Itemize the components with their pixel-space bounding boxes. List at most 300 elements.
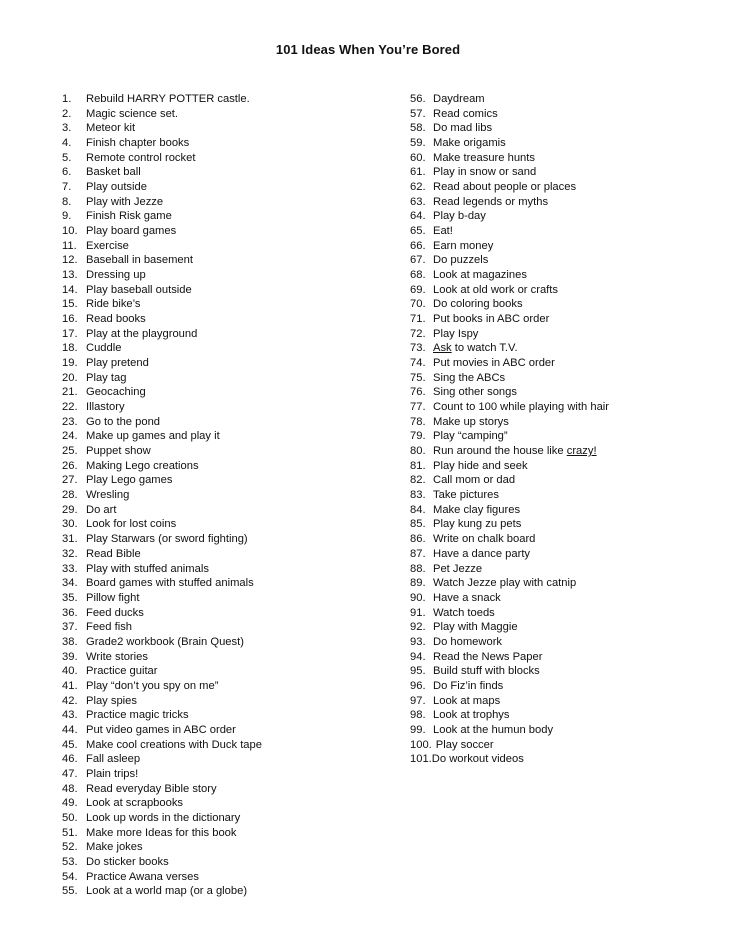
item-number: 29. bbox=[62, 503, 78, 516]
list-item bbox=[410, 385, 710, 400]
item-text: Put movies in ABC order bbox=[433, 357, 555, 370]
ideas-list-right-column bbox=[410, 92, 710, 767]
item-text: Look at scrapbooks bbox=[86, 797, 184, 810]
list-item bbox=[62, 224, 362, 239]
list-item bbox=[410, 576, 710, 591]
item-text: Plain trips! bbox=[86, 767, 139, 780]
item-number: 35. bbox=[62, 591, 78, 604]
list-item bbox=[410, 473, 710, 488]
item-number: 97. bbox=[410, 694, 426, 707]
item-text: Play spies bbox=[86, 694, 137, 707]
item-text: Look at old work or crafts bbox=[433, 283, 558, 296]
item-text: Make up storys bbox=[433, 415, 509, 428]
item-number: 48. bbox=[62, 782, 78, 795]
list-item bbox=[62, 180, 362, 195]
item-text: Wresling bbox=[86, 489, 130, 502]
item-number: 69. bbox=[410, 283, 426, 296]
list-item bbox=[410, 121, 710, 136]
item-text: Practice magic tricks bbox=[86, 709, 189, 722]
item-number: 87. bbox=[410, 547, 426, 560]
list-item bbox=[410, 239, 710, 254]
list-item bbox=[410, 444, 710, 459]
list-item bbox=[62, 371, 362, 386]
list-item bbox=[410, 532, 710, 547]
item-number: 85. bbox=[410, 518, 426, 531]
item-number: 50. bbox=[62, 811, 78, 824]
item-number: 66. bbox=[410, 239, 426, 252]
item-text: Play “don’t you spy on me” bbox=[86, 679, 219, 692]
list-item bbox=[62, 796, 362, 811]
item-number: 95. bbox=[410, 665, 426, 678]
list-item bbox=[62, 297, 362, 312]
item-number: 75. bbox=[410, 371, 426, 384]
list-item bbox=[62, 635, 362, 650]
item-text: Rebuild HARRY POTTER castle. bbox=[86, 93, 250, 105]
item-number: 8. bbox=[62, 195, 72, 208]
item-text-underlined: crazy! bbox=[566, 445, 597, 458]
list-item bbox=[410, 620, 710, 635]
item-number: 57. bbox=[410, 107, 426, 120]
item-number: 61. bbox=[410, 166, 426, 179]
list-item bbox=[62, 620, 362, 635]
list-item bbox=[410, 664, 710, 679]
item-number: 68. bbox=[410, 269, 426, 282]
item-number: 71. bbox=[410, 313, 426, 326]
item-number: 79. bbox=[410, 430, 426, 443]
list-item bbox=[410, 752, 710, 767]
list-item bbox=[62, 473, 362, 488]
item-text: Play b-day bbox=[433, 210, 486, 223]
list-item bbox=[410, 209, 710, 224]
list-item bbox=[62, 870, 362, 885]
list-item bbox=[62, 855, 362, 870]
item-number: 62. bbox=[410, 181, 426, 194]
list-item bbox=[62, 312, 362, 327]
item-text: Pillow fight bbox=[86, 591, 140, 604]
list-item bbox=[62, 576, 362, 591]
list-item bbox=[62, 488, 362, 503]
item-number: 3. bbox=[62, 122, 72, 135]
list-item bbox=[410, 635, 710, 650]
item-number: 99. bbox=[410, 723, 426, 736]
item-text: Do Fiz’in finds bbox=[433, 679, 504, 692]
item-text: Baseball in basement bbox=[86, 254, 193, 267]
item-text: Play Ispy bbox=[433, 327, 479, 340]
item-number: 16. bbox=[62, 313, 78, 326]
item-number: 26. bbox=[62, 459, 78, 472]
list-item bbox=[62, 341, 362, 356]
item-number: 41. bbox=[62, 679, 78, 692]
list-item bbox=[410, 312, 710, 327]
item-number: 60. bbox=[410, 151, 426, 164]
list-item bbox=[62, 107, 362, 122]
list-item bbox=[62, 606, 362, 621]
list-item bbox=[410, 224, 710, 239]
item-number: 11. bbox=[62, 239, 77, 252]
item-text: Illastory bbox=[86, 401, 125, 414]
item-number: 4. bbox=[62, 137, 72, 150]
item-number: 84. bbox=[410, 503, 426, 516]
list-item bbox=[410, 371, 710, 386]
item-text: Play kung zu pets bbox=[433, 518, 522, 531]
list-item bbox=[62, 283, 362, 298]
item-text: Play pretend bbox=[86, 357, 149, 370]
list-item bbox=[410, 694, 710, 709]
item-number: 89. bbox=[410, 577, 426, 590]
item-text: Earn money bbox=[433, 239, 494, 252]
item-text: Play with Jezze bbox=[86, 195, 164, 208]
list-item bbox=[410, 165, 710, 180]
item-number: 21. bbox=[62, 386, 78, 399]
item-number: 58. bbox=[410, 122, 426, 135]
list-item bbox=[62, 826, 362, 841]
list-item bbox=[62, 415, 362, 430]
item-number: 32. bbox=[62, 547, 78, 560]
item-text: Count to 100 while playing with hair bbox=[433, 401, 609, 414]
list-item bbox=[410, 606, 710, 621]
list-item bbox=[410, 517, 710, 532]
item-number: 38. bbox=[62, 635, 78, 648]
list-item bbox=[410, 503, 710, 518]
page-title: 101 Ideas When You’re Bored bbox=[275, 42, 461, 57]
item-number: 15. bbox=[62, 298, 78, 311]
item-number: 81. bbox=[410, 459, 426, 472]
item-text: Watch toeds bbox=[433, 606, 495, 619]
item-number: 13. bbox=[62, 269, 78, 282]
item-number: 54. bbox=[62, 870, 78, 883]
item-text: Play board games bbox=[86, 225, 177, 238]
item-number: 92. bbox=[410, 621, 426, 634]
list-item bbox=[62, 884, 362, 899]
item-number: 63. bbox=[410, 195, 426, 208]
item-text: Look at magazines bbox=[433, 269, 527, 282]
item-text: Do homework bbox=[433, 635, 503, 648]
item-number: 34. bbox=[62, 577, 78, 590]
item-text: Grade2 workbook (Brain Quest) bbox=[86, 635, 244, 648]
item-text: Play outside bbox=[86, 181, 147, 194]
item-number: 101. bbox=[410, 753, 432, 766]
list-item bbox=[62, 459, 362, 474]
list-item bbox=[62, 723, 362, 738]
list-item bbox=[62, 811, 362, 826]
item-number: 64. bbox=[410, 210, 426, 223]
item-number: 74. bbox=[410, 357, 426, 370]
item-number: 40. bbox=[62, 665, 78, 678]
ideas-list-left-column bbox=[62, 92, 362, 899]
item-text: Make jokes bbox=[86, 841, 143, 854]
item-text: Make treasure hunts bbox=[433, 151, 535, 164]
item-number: 88. bbox=[410, 562, 426, 575]
item-text: Finish Risk game bbox=[86, 210, 172, 223]
item-number: 67. bbox=[410, 254, 426, 267]
item-number: 33. bbox=[62, 562, 78, 575]
list-item bbox=[62, 738, 362, 753]
item-text: Make cool creations with Duck tape bbox=[86, 738, 262, 751]
item-number: 39. bbox=[62, 650, 78, 663]
item-text: Geocaching bbox=[86, 386, 146, 399]
item-number: 90. bbox=[410, 591, 426, 604]
item-text: Pet Jezze bbox=[433, 562, 483, 575]
list-item bbox=[62, 444, 362, 459]
item-text: Read Bible bbox=[86, 547, 141, 560]
list-item bbox=[62, 136, 362, 151]
item-text: Making Lego creations bbox=[86, 459, 199, 472]
list-item bbox=[410, 650, 710, 665]
item-text: Eat! bbox=[433, 225, 453, 238]
item-number: 23. bbox=[62, 415, 78, 428]
list-item bbox=[410, 429, 710, 444]
item-number: 47. bbox=[62, 767, 78, 780]
item-text: Make more Ideas for this book bbox=[86, 826, 237, 839]
list-item bbox=[62, 782, 362, 797]
item-number: 82. bbox=[410, 474, 426, 487]
list-item bbox=[410, 723, 710, 738]
item-number: 100. bbox=[410, 738, 432, 751]
item-number: 70. bbox=[410, 298, 426, 311]
item-text: Sing other songs bbox=[433, 386, 517, 399]
list-item bbox=[62, 708, 362, 723]
item-number: 28. bbox=[62, 489, 78, 502]
item-text: Do art bbox=[86, 503, 117, 516]
item-text: Sing the ABCs bbox=[433, 371, 506, 384]
list-item bbox=[62, 253, 362, 268]
list-item bbox=[410, 356, 710, 371]
list-item bbox=[62, 650, 362, 665]
item-number: 56. bbox=[410, 93, 426, 105]
item-text: Read comics bbox=[433, 107, 498, 120]
list-item bbox=[62, 209, 362, 224]
list-item bbox=[62, 752, 362, 767]
list-item bbox=[410, 151, 710, 166]
item-text: Dressing up bbox=[86, 269, 146, 282]
item-text: Go to the pond bbox=[86, 415, 161, 428]
list-item bbox=[410, 341, 710, 356]
list-item bbox=[62, 767, 362, 782]
item-number: 36. bbox=[62, 606, 78, 619]
list-item bbox=[62, 400, 362, 415]
list-item bbox=[62, 694, 362, 709]
list-item bbox=[410, 297, 710, 312]
item-text: Fall asleep bbox=[86, 753, 141, 766]
item-number: 78. bbox=[410, 415, 426, 428]
list-item bbox=[410, 738, 710, 753]
item-number: 49. bbox=[62, 797, 78, 810]
list-item bbox=[410, 591, 710, 606]
item-text: Have a dance party bbox=[433, 547, 531, 560]
list-item bbox=[62, 532, 362, 547]
item-text: Remote control rocket bbox=[86, 151, 196, 164]
item-text: Look at the humun body bbox=[433, 723, 554, 736]
list-item bbox=[410, 488, 710, 503]
item-text: Play with Maggie bbox=[433, 621, 518, 634]
item-number: 73. bbox=[410, 342, 426, 355]
list-item bbox=[62, 268, 362, 283]
item-number: 55. bbox=[62, 885, 78, 898]
list-item bbox=[62, 151, 362, 166]
list-item bbox=[410, 415, 710, 430]
item-text: Meteor kit bbox=[86, 122, 136, 135]
list-item bbox=[410, 136, 710, 151]
item-number: 53. bbox=[62, 855, 78, 868]
item-number: 51. bbox=[62, 826, 78, 839]
item-number: 6. bbox=[62, 166, 72, 179]
item-number: 44. bbox=[62, 723, 78, 736]
item-text: Build stuff with blocks bbox=[433, 665, 540, 678]
item-text: Look at maps bbox=[433, 694, 501, 707]
list-item bbox=[62, 591, 362, 606]
item-text: Call mom or dad bbox=[433, 474, 516, 487]
list-item bbox=[410, 708, 710, 723]
item-text: Do puzzels bbox=[433, 254, 489, 267]
item-text: Play in snow or sand bbox=[433, 166, 537, 179]
item-text: Put books in ABC order bbox=[433, 313, 550, 326]
item-number: 1. bbox=[62, 93, 72, 105]
list-item bbox=[62, 385, 362, 400]
item-number: 43. bbox=[62, 709, 78, 722]
item-text: Make up games and play it bbox=[86, 430, 220, 443]
item-text: Board games with stuffed animals bbox=[86, 577, 254, 590]
list-item bbox=[62, 356, 362, 371]
item-text: Make origamis bbox=[433, 137, 506, 150]
list-item bbox=[410, 459, 710, 474]
item-number: 17. bbox=[62, 327, 78, 340]
item-number: 91. bbox=[410, 606, 426, 619]
list-item bbox=[410, 253, 710, 268]
item-number: 93. bbox=[410, 635, 426, 648]
item-number: 12. bbox=[62, 254, 78, 267]
item-number: 25. bbox=[62, 445, 78, 458]
item-text: Read about people or places bbox=[433, 181, 577, 194]
item-number: 86. bbox=[410, 533, 426, 546]
item-text: Read books bbox=[86, 313, 146, 326]
item-text: Ride bike’s bbox=[86, 298, 141, 311]
list-item bbox=[410, 180, 710, 195]
item-number: 98. bbox=[410, 709, 426, 722]
item-text: Exercise bbox=[86, 239, 129, 252]
item-text: Have a snack bbox=[433, 591, 501, 604]
list-item bbox=[410, 195, 710, 210]
list-item bbox=[62, 503, 362, 518]
list-item bbox=[62, 517, 362, 532]
list-item bbox=[62, 562, 362, 577]
item-number: 2. bbox=[62, 107, 72, 120]
list-item bbox=[410, 107, 710, 122]
item-number: 96. bbox=[410, 679, 426, 692]
item-number: 76. bbox=[410, 386, 426, 399]
item-number: 27. bbox=[62, 474, 78, 487]
item-text: Look at trophys bbox=[433, 709, 510, 722]
item-text: Do mad libs bbox=[433, 122, 493, 135]
list-item bbox=[62, 239, 362, 254]
item-text: Puppet show bbox=[86, 445, 151, 458]
item-text: Play soccer bbox=[435, 738, 494, 751]
list-item bbox=[410, 327, 710, 342]
item-number: 72. bbox=[410, 327, 426, 340]
item-number: 24. bbox=[62, 430, 78, 443]
item-text: Feed fish bbox=[86, 621, 133, 634]
item-text-underlined: Ask bbox=[433, 342, 452, 355]
item-text: Make clay figures bbox=[433, 503, 521, 516]
item-text: Write stories bbox=[86, 650, 148, 663]
item-number: 19. bbox=[62, 357, 78, 370]
item-number: 5. bbox=[62, 151, 72, 164]
list-item bbox=[410, 679, 710, 694]
list-item bbox=[410, 562, 710, 577]
item-number: 46. bbox=[62, 753, 78, 766]
item-text: Play with stuffed animals bbox=[86, 562, 209, 575]
list-item bbox=[410, 268, 710, 283]
item-text: Take pictures bbox=[433, 489, 499, 502]
item-text: Put video games in ABC order bbox=[86, 723, 236, 736]
item-number: 18. bbox=[62, 342, 78, 355]
item-number: 10. bbox=[62, 225, 78, 238]
item-text: Finish chapter books bbox=[86, 137, 190, 150]
item-number: 83. bbox=[410, 489, 426, 502]
list-item bbox=[62, 840, 362, 855]
item-number: 52. bbox=[62, 841, 78, 854]
item-text: Play hide and seek bbox=[433, 459, 528, 472]
item-text: Watch Jezze play with catnip bbox=[433, 577, 577, 590]
list-item bbox=[410, 547, 710, 562]
item-text: Read everyday Bible story bbox=[86, 782, 217, 795]
item-number: 30. bbox=[62, 518, 78, 531]
item-text: Run around the house like bbox=[433, 445, 567, 458]
list-item bbox=[62, 327, 362, 342]
item-number: 9. bbox=[62, 210, 72, 223]
item-number: 94. bbox=[410, 650, 426, 663]
item-text: Play Starwars (or sword fighting) bbox=[86, 533, 248, 546]
list-item bbox=[62, 547, 362, 562]
list-item bbox=[62, 195, 362, 210]
item-text: Play at the playground bbox=[86, 327, 198, 340]
list-item bbox=[410, 283, 710, 298]
item-text: Cuddle bbox=[86, 342, 122, 355]
list-item bbox=[62, 679, 362, 694]
list-item bbox=[62, 165, 362, 180]
item-text: Play tag bbox=[86, 371, 127, 384]
list-item bbox=[62, 664, 362, 679]
item-number: 59. bbox=[410, 137, 426, 150]
item-number: 20. bbox=[62, 371, 78, 384]
item-number: 77. bbox=[410, 401, 426, 414]
item-number: 65. bbox=[410, 225, 426, 238]
item-text: Read legends or myths bbox=[433, 195, 549, 208]
list-item bbox=[410, 92, 710, 107]
item-text: Look at a world map (or a globe) bbox=[86, 885, 248, 898]
item-text: Magic science set. bbox=[86, 107, 179, 120]
item-text: Practice guitar bbox=[86, 665, 158, 678]
item-number: 37. bbox=[62, 621, 78, 634]
item-text: Do sticker books bbox=[86, 855, 169, 868]
item-text: Play “camping” bbox=[433, 430, 508, 443]
item-text: Practice Awana verses bbox=[86, 870, 199, 883]
item-text: Basket ball bbox=[86, 166, 141, 179]
list-item bbox=[62, 121, 362, 136]
list-item bbox=[410, 400, 710, 415]
item-number: 7. bbox=[62, 181, 72, 194]
item-text: to watch T.V. bbox=[451, 342, 518, 355]
item-text: Play Lego games bbox=[86, 474, 173, 487]
item-number: 14. bbox=[62, 283, 78, 296]
item-number: 22. bbox=[62, 401, 78, 414]
item-text: Look for lost coins bbox=[86, 518, 177, 531]
item-text: Read the News Paper bbox=[433, 650, 543, 663]
item-text: Feed ducks bbox=[86, 606, 144, 619]
item-text: Look up words in the dictionary bbox=[86, 811, 241, 824]
item-text: Do coloring books bbox=[433, 298, 523, 311]
list-item bbox=[62, 92, 362, 107]
item-text: Do workout videos bbox=[431, 753, 524, 766]
